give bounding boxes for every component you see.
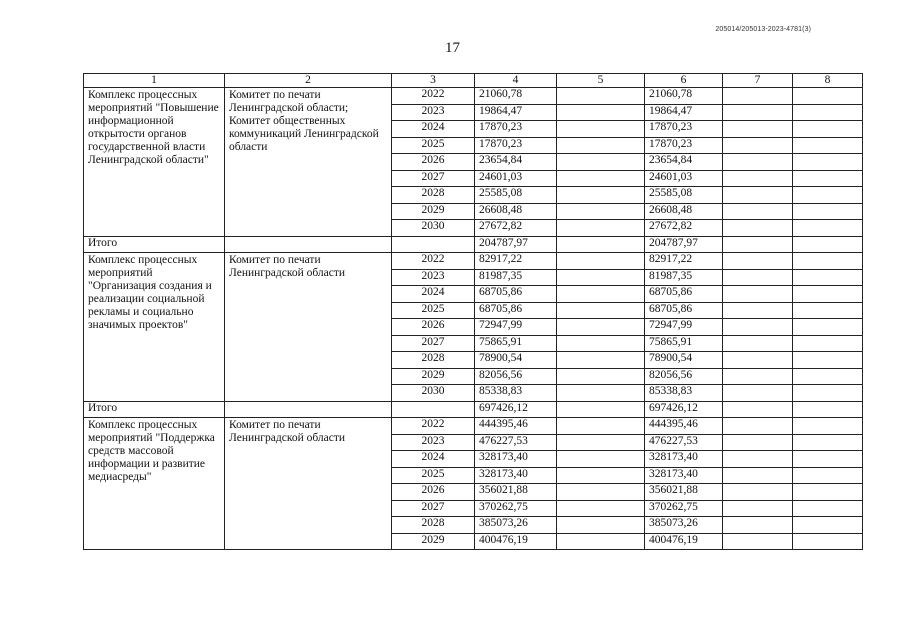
regional-cell: 75865,91 — [645, 335, 723, 352]
empty-cell — [793, 154, 863, 171]
regional-cell: 444395,46 — [645, 418, 723, 435]
column-header: 4 — [475, 74, 557, 88]
responsible-cell: Комитет по печати Ленинградской области; Комитет общественных коммуникаций Ленинградской области — [225, 88, 392, 237]
regional-cell: 356021,88 — [645, 484, 723, 501]
subtotal-row — [84, 236, 863, 253]
empty-cell — [557, 484, 645, 501]
empty-cell — [392, 236, 475, 253]
regional-cell: 17870,23 — [645, 121, 723, 138]
total-cell: 25585,08 — [475, 187, 557, 204]
total-cell: 17870,23 — [475, 121, 557, 138]
year-cell: 2028 — [392, 517, 475, 534]
empty-cell — [793, 385, 863, 402]
empty-cell — [557, 319, 645, 336]
empty-cell — [723, 269, 793, 286]
total-cell: 444395,46 — [475, 418, 557, 435]
empty-cell — [557, 368, 645, 385]
regional-cell: 68705,86 — [645, 302, 723, 319]
regional-cell: 24601,03 — [645, 170, 723, 187]
total-cell: 328173,40 — [475, 451, 557, 468]
empty-cell — [557, 121, 645, 138]
total-cell: 68705,86 — [475, 286, 557, 303]
subtotal-total: 697426,12 — [475, 401, 557, 418]
total-cell: 385073,26 — [475, 517, 557, 534]
empty-cell — [723, 418, 793, 435]
empty-cell — [793, 269, 863, 286]
regional-cell: 27672,82 — [645, 220, 723, 237]
empty-cell — [557, 269, 645, 286]
empty-cell — [557, 154, 645, 171]
empty-cell — [557, 418, 645, 435]
total-cell: 85338,83 — [475, 385, 557, 402]
total-cell: 17870,23 — [475, 137, 557, 154]
empty-cell — [723, 401, 793, 418]
empty-cell — [225, 236, 392, 253]
year-cell: 2025 — [392, 467, 475, 484]
empty-cell — [557, 104, 645, 121]
year-cell: 2022 — [392, 418, 475, 435]
empty-cell — [557, 286, 645, 303]
regional-cell: 400476,19 — [645, 533, 723, 550]
year-cell: 2028 — [392, 187, 475, 204]
empty-cell — [557, 302, 645, 319]
empty-cell — [793, 121, 863, 138]
empty-cell — [793, 302, 863, 319]
empty-cell — [557, 434, 645, 451]
empty-cell — [723, 500, 793, 517]
empty-cell — [723, 187, 793, 204]
empty-cell — [723, 154, 793, 171]
total-cell: 23654,84 — [475, 154, 557, 171]
regional-cell: 476227,53 — [645, 434, 723, 451]
empty-cell — [793, 286, 863, 303]
regional-cell: 85338,83 — [645, 385, 723, 402]
empty-cell — [793, 104, 863, 121]
subtotal-total: 204787,97 — [475, 236, 557, 253]
total-cell: 24601,03 — [475, 170, 557, 187]
year-cell: 2022 — [392, 253, 475, 270]
year-cell: 2024 — [392, 451, 475, 468]
empty-cell — [392, 401, 475, 418]
regional-cell: 370262,75 — [645, 500, 723, 517]
empty-cell — [793, 484, 863, 501]
empty-cell — [557, 451, 645, 468]
regional-cell: 17870,23 — [645, 137, 723, 154]
regional-cell: 81987,35 — [645, 269, 723, 286]
regional-cell: 19864,47 — [645, 104, 723, 121]
year-cell: 2024 — [392, 121, 475, 138]
empty-cell — [557, 203, 645, 220]
empty-cell — [723, 533, 793, 550]
empty-cell — [723, 484, 793, 501]
empty-cell — [723, 236, 793, 253]
empty-cell — [723, 368, 793, 385]
empty-cell — [793, 220, 863, 237]
empty-cell — [557, 385, 645, 402]
column-header: 8 — [793, 74, 863, 88]
table-header-row — [84, 74, 863, 88]
empty-cell — [723, 451, 793, 468]
table-row — [84, 88, 863, 105]
year-cell: 2023 — [392, 269, 475, 286]
document-id: 205014/205013-2023-4781(3) — [715, 26, 811, 33]
column-header: 6 — [645, 74, 723, 88]
year-cell: 2023 — [392, 434, 475, 451]
total-cell: 476227,53 — [475, 434, 557, 451]
empty-cell — [723, 352, 793, 369]
year-cell: 2025 — [392, 137, 475, 154]
total-cell: 78900,54 — [475, 352, 557, 369]
year-cell: 2026 — [392, 319, 475, 336]
empty-cell — [723, 467, 793, 484]
empty-cell — [723, 88, 793, 105]
regional-cell: 82056,56 — [645, 368, 723, 385]
empty-cell — [723, 121, 793, 138]
total-cell: 81987,35 — [475, 269, 557, 286]
program-name-cell: Комплекс процессных мероприятий "Поддержка средств массовой информации и развитие медиасреды" — [84, 418, 225, 550]
table-row — [84, 253, 863, 270]
empty-cell — [723, 137, 793, 154]
empty-cell — [557, 236, 645, 253]
empty-cell — [557, 220, 645, 237]
empty-cell — [723, 302, 793, 319]
column-header: 5 — [557, 74, 645, 88]
year-cell: 2027 — [392, 500, 475, 517]
year-cell: 2027 — [392, 335, 475, 352]
year-cell: 2026 — [392, 154, 475, 171]
total-cell: 400476,19 — [475, 533, 557, 550]
empty-cell — [557, 137, 645, 154]
empty-cell — [557, 352, 645, 369]
responsible-cell: Комитет по печати Ленинградской области — [225, 253, 392, 402]
empty-cell — [793, 533, 863, 550]
empty-cell — [557, 335, 645, 352]
empty-cell — [723, 517, 793, 534]
column-header: 2 — [225, 74, 392, 88]
empty-cell — [557, 517, 645, 534]
total-cell: 328173,40 — [475, 467, 557, 484]
empty-cell — [723, 220, 793, 237]
year-cell: 2025 — [392, 302, 475, 319]
regional-cell: 385073,26 — [645, 517, 723, 534]
page-number: 17 — [445, 40, 460, 56]
regional-cell: 26608,48 — [645, 203, 723, 220]
empty-cell — [793, 203, 863, 220]
total-cell: 72947,99 — [475, 319, 557, 336]
empty-cell — [557, 467, 645, 484]
empty-cell — [723, 286, 793, 303]
empty-cell — [557, 533, 645, 550]
empty-cell — [225, 401, 392, 418]
total-cell: 82917,22 — [475, 253, 557, 270]
empty-cell — [557, 170, 645, 187]
empty-cell — [723, 203, 793, 220]
empty-cell — [793, 368, 863, 385]
subtotal-label: Итого — [84, 236, 225, 253]
year-cell: 2029 — [392, 533, 475, 550]
total-cell: 26608,48 — [475, 203, 557, 220]
total-cell: 370262,75 — [475, 500, 557, 517]
empty-cell — [723, 335, 793, 352]
empty-cell — [557, 88, 645, 105]
total-cell: 82056,56 — [475, 368, 557, 385]
empty-cell — [793, 401, 863, 418]
total-cell: 68705,86 — [475, 302, 557, 319]
empty-cell — [793, 170, 863, 187]
empty-cell — [793, 467, 863, 484]
program-name-cell: Комплекс процессных мероприятий "Повышение информационной открытости органов государственной власти Ленинградской области" — [84, 88, 225, 237]
column-header: 1 — [84, 74, 225, 88]
year-cell: 2029 — [392, 203, 475, 220]
empty-cell — [793, 88, 863, 105]
subtotal-regional: 697426,12 — [645, 401, 723, 418]
empty-cell — [723, 319, 793, 336]
total-cell: 19864,47 — [475, 104, 557, 121]
subtotal-regional: 204787,97 — [645, 236, 723, 253]
table-row — [84, 418, 863, 435]
regional-cell: 78900,54 — [645, 352, 723, 369]
empty-cell — [723, 170, 793, 187]
total-cell: 21060,78 — [475, 88, 557, 105]
empty-cell — [793, 319, 863, 336]
year-cell: 2026 — [392, 484, 475, 501]
year-cell: 2023 — [392, 104, 475, 121]
regional-cell: 72947,99 — [645, 319, 723, 336]
total-cell: 356021,88 — [475, 484, 557, 501]
empty-cell — [723, 385, 793, 402]
regional-cell: 328173,40 — [645, 467, 723, 484]
empty-cell — [557, 401, 645, 418]
empty-cell — [793, 451, 863, 468]
year-cell: 2022 — [392, 88, 475, 105]
program-name-cell: Комплекс процессных мероприятий "Организация создания и реализации социальной рекламы и социально значимых проектов" — [84, 253, 225, 402]
column-header: 7 — [723, 74, 793, 88]
regional-cell: 82917,22 — [645, 253, 723, 270]
subtotal-label: Итого — [84, 401, 225, 418]
regional-cell: 23654,84 — [645, 154, 723, 171]
year-cell: 2027 — [392, 170, 475, 187]
empty-cell — [793, 253, 863, 270]
year-cell: 2028 — [392, 352, 475, 369]
year-cell: 2030 — [392, 385, 475, 402]
empty-cell — [793, 418, 863, 435]
empty-cell — [557, 253, 645, 270]
empty-cell — [723, 104, 793, 121]
regional-cell: 25585,08 — [645, 187, 723, 204]
empty-cell — [793, 352, 863, 369]
empty-cell — [793, 434, 863, 451]
empty-cell — [793, 500, 863, 517]
year-cell: 2030 — [392, 220, 475, 237]
empty-cell — [793, 335, 863, 352]
regional-cell: 68705,86 — [645, 286, 723, 303]
subtotal-row — [84, 401, 863, 418]
year-cell: 2029 — [392, 368, 475, 385]
regional-cell: 21060,78 — [645, 88, 723, 105]
year-cell: 2024 — [392, 286, 475, 303]
responsible-cell: Комитет по печати Ленинградской области — [225, 418, 392, 550]
empty-cell — [557, 500, 645, 517]
funding-table — [83, 73, 863, 550]
empty-cell — [557, 187, 645, 204]
empty-cell — [793, 187, 863, 204]
empty-cell — [723, 434, 793, 451]
column-header: 3 — [392, 74, 475, 88]
empty-cell — [793, 517, 863, 534]
total-cell: 27672,82 — [475, 220, 557, 237]
total-cell: 75865,91 — [475, 335, 557, 352]
empty-cell — [793, 137, 863, 154]
empty-cell — [793, 236, 863, 253]
empty-cell — [723, 253, 793, 270]
regional-cell: 328173,40 — [645, 451, 723, 468]
